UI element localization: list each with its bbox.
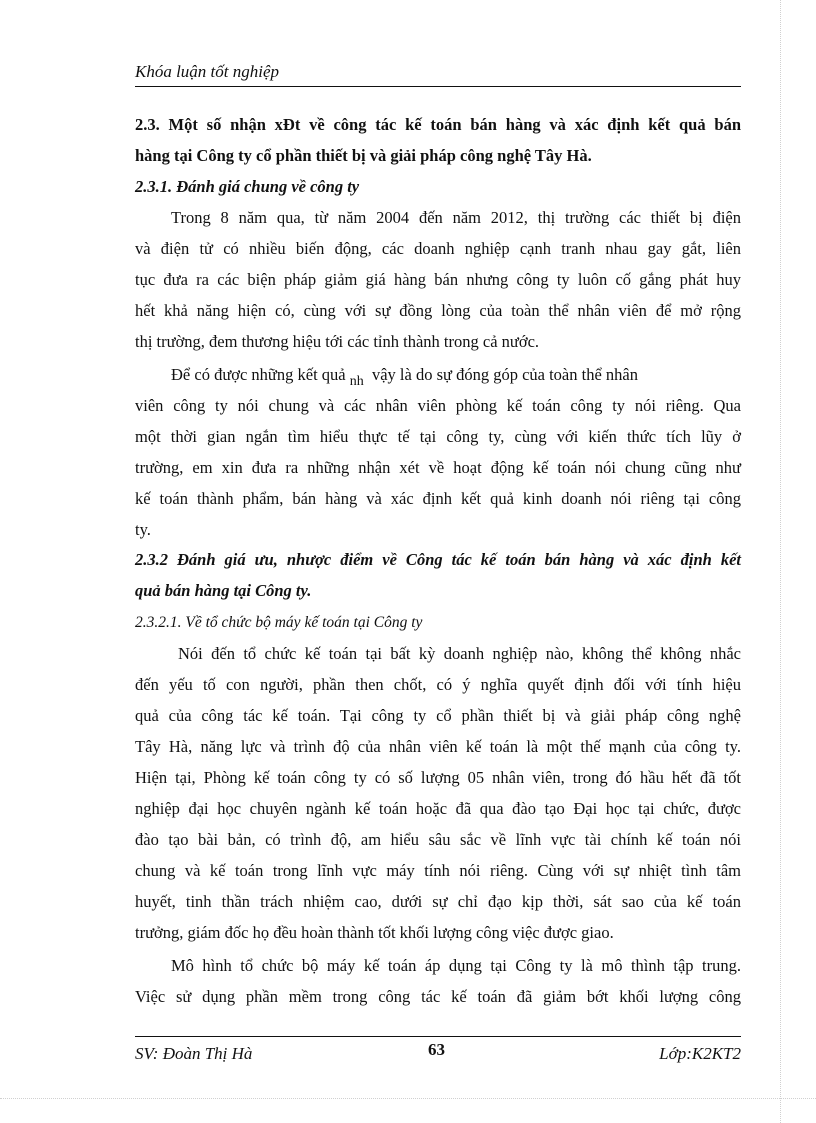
paragraph-line: chung và kế toán trong lĩnh vực máy tính nói riêng. Cùng với sự nhiệt tình tâm	[135, 861, 741, 880]
paragraph-line: ty.	[135, 520, 151, 539]
paragraph-line: đến yếu tố con người, phần then chốt, có ý nghĩa quyết định đối với tính hiệu	[135, 675, 741, 694]
header-rule	[135, 86, 741, 87]
subsection-heading: 2.3.1. Đánh giá chung về công ty	[135, 177, 360, 196]
page-frame-horizontal	[0, 1098, 816, 1099]
subsection-heading: quả bán hàng tại Công ty.	[135, 581, 312, 600]
paragraph-line: kế toán thành phẩm, bán hàng và xác định kết quả kinh doanh nói riêng tại công	[135, 489, 741, 508]
paragraph-line: trường, em xin đưa ra những nhận xét về hoạt động kế toán nói chung cũng như	[135, 458, 741, 477]
page-frame-vertical	[780, 0, 781, 1123]
footer-student: SV: Đoàn Thị Hà	[135, 1044, 253, 1063]
section-heading-line: 2.3. Một số nhận xĐt về công tác kế toán bán hàng và xác định kết quả bán	[135, 115, 741, 134]
paragraph-line: Việc sử dụng phần mềm trong công tác kế toán đã giảm bớt khối lượng công	[135, 987, 741, 1006]
sub-subsection-heading: 2.3.2.1. Về tổ chức bộ máy kế toán tại Công ty	[135, 614, 423, 631]
section-heading-line: hàng tại Công ty cổ phần thiết bị và giải pháp công nghệ Tây Hà.	[135, 146, 592, 165]
paragraph-line: viên công ty nói chung và các nhân viên phòng kế toán công ty nói riêng. Qua	[135, 396, 741, 415]
paragraph-line: trưởng, giám đốc họ đều hoàn thành tốt khối lượng công việc được giao.	[135, 923, 614, 942]
paragraph-line: huyết, tinh thần trách nhiệm cao, dưới sự chỉ đạo kịp thời, sát sao của kế toán	[135, 892, 741, 911]
paragraph-line: Tây Hà, năng lực và trình độ của nhân viên kế toán là một thế mạnh của công ty.	[135, 737, 741, 756]
paragraph-line: thị trường, đem thương hiệu tới các tỉnh thành trong cả nước.	[135, 332, 540, 351]
paragraph-line: nghiệp đại học chuyên ngành kế toán hoặc đã qua đào tạo Đại học tại chức, được	[135, 799, 741, 818]
paragraph-text: vậy là do sự đóng góp của toàn thể nhân	[371, 365, 638, 384]
paragraph-line: một thời gian ngắn tìm hiểu thực tế tại công ty, cùng với kiến thức tích lũy ở	[135, 427, 741, 446]
paragraph-line: tục đưa ra các biện pháp giảm giá hàng bán nhưng công ty luôn cố gắng phát huy	[135, 270, 741, 289]
paragraph-text: Để có được những kết quả	[171, 365, 346, 384]
footer-class: Lớp:K2KT2	[659, 1044, 741, 1063]
paragraph-line: Trong 8 năm qua, từ năm 2004 đến năm 2012, thị trường các thiết bị điện	[171, 208, 741, 227]
page-number: 63	[428, 1040, 445, 1059]
paragraph-line: và điện tử có nhiều biến động, các doanh nghiệp cạnh tranh nhau gay gắt, liên	[135, 239, 741, 258]
subsection-heading: 2.3.2 Đánh giá ưu, nhược điểm về Công tác kế toán bán hàng và xác định kết	[135, 550, 741, 569]
paragraph-line	[171, 364, 741, 388]
header-title: Khóa luận tốt nghiệp	[135, 62, 280, 81]
paragraph-line: hết khả năng hiện có, cùng với sự đồng lòng của toàn thể nhân viên để mở rộng	[135, 301, 741, 320]
paragraph-line: Mô hình tổ chức bộ máy kế toán áp dụng tại Công ty là mô thình tập trung.	[171, 956, 741, 975]
paragraph-line: Nói đến tổ chức kế toán tại bất kỳ doanh nghiệp nào, không thể không nhắc	[178, 644, 741, 663]
paragraph-line: đào tạo bài bản, có trình độ, am hiểu sâu sắc về lĩnh vực tài chính kế toán nói	[135, 830, 741, 849]
subscript-text: nh	[349, 374, 364, 389]
paragraph-line: quả của công tác kế toán. Tại công ty cổ phần thiết bị và giải pháp công nghệ	[135, 706, 741, 725]
paragraph-line: Hiện tại, Phòng kế toán công ty có số lượng 05 nhân viên, trong đó hầu hết đã tốt	[135, 768, 741, 787]
footer-rule	[135, 1036, 741, 1037]
